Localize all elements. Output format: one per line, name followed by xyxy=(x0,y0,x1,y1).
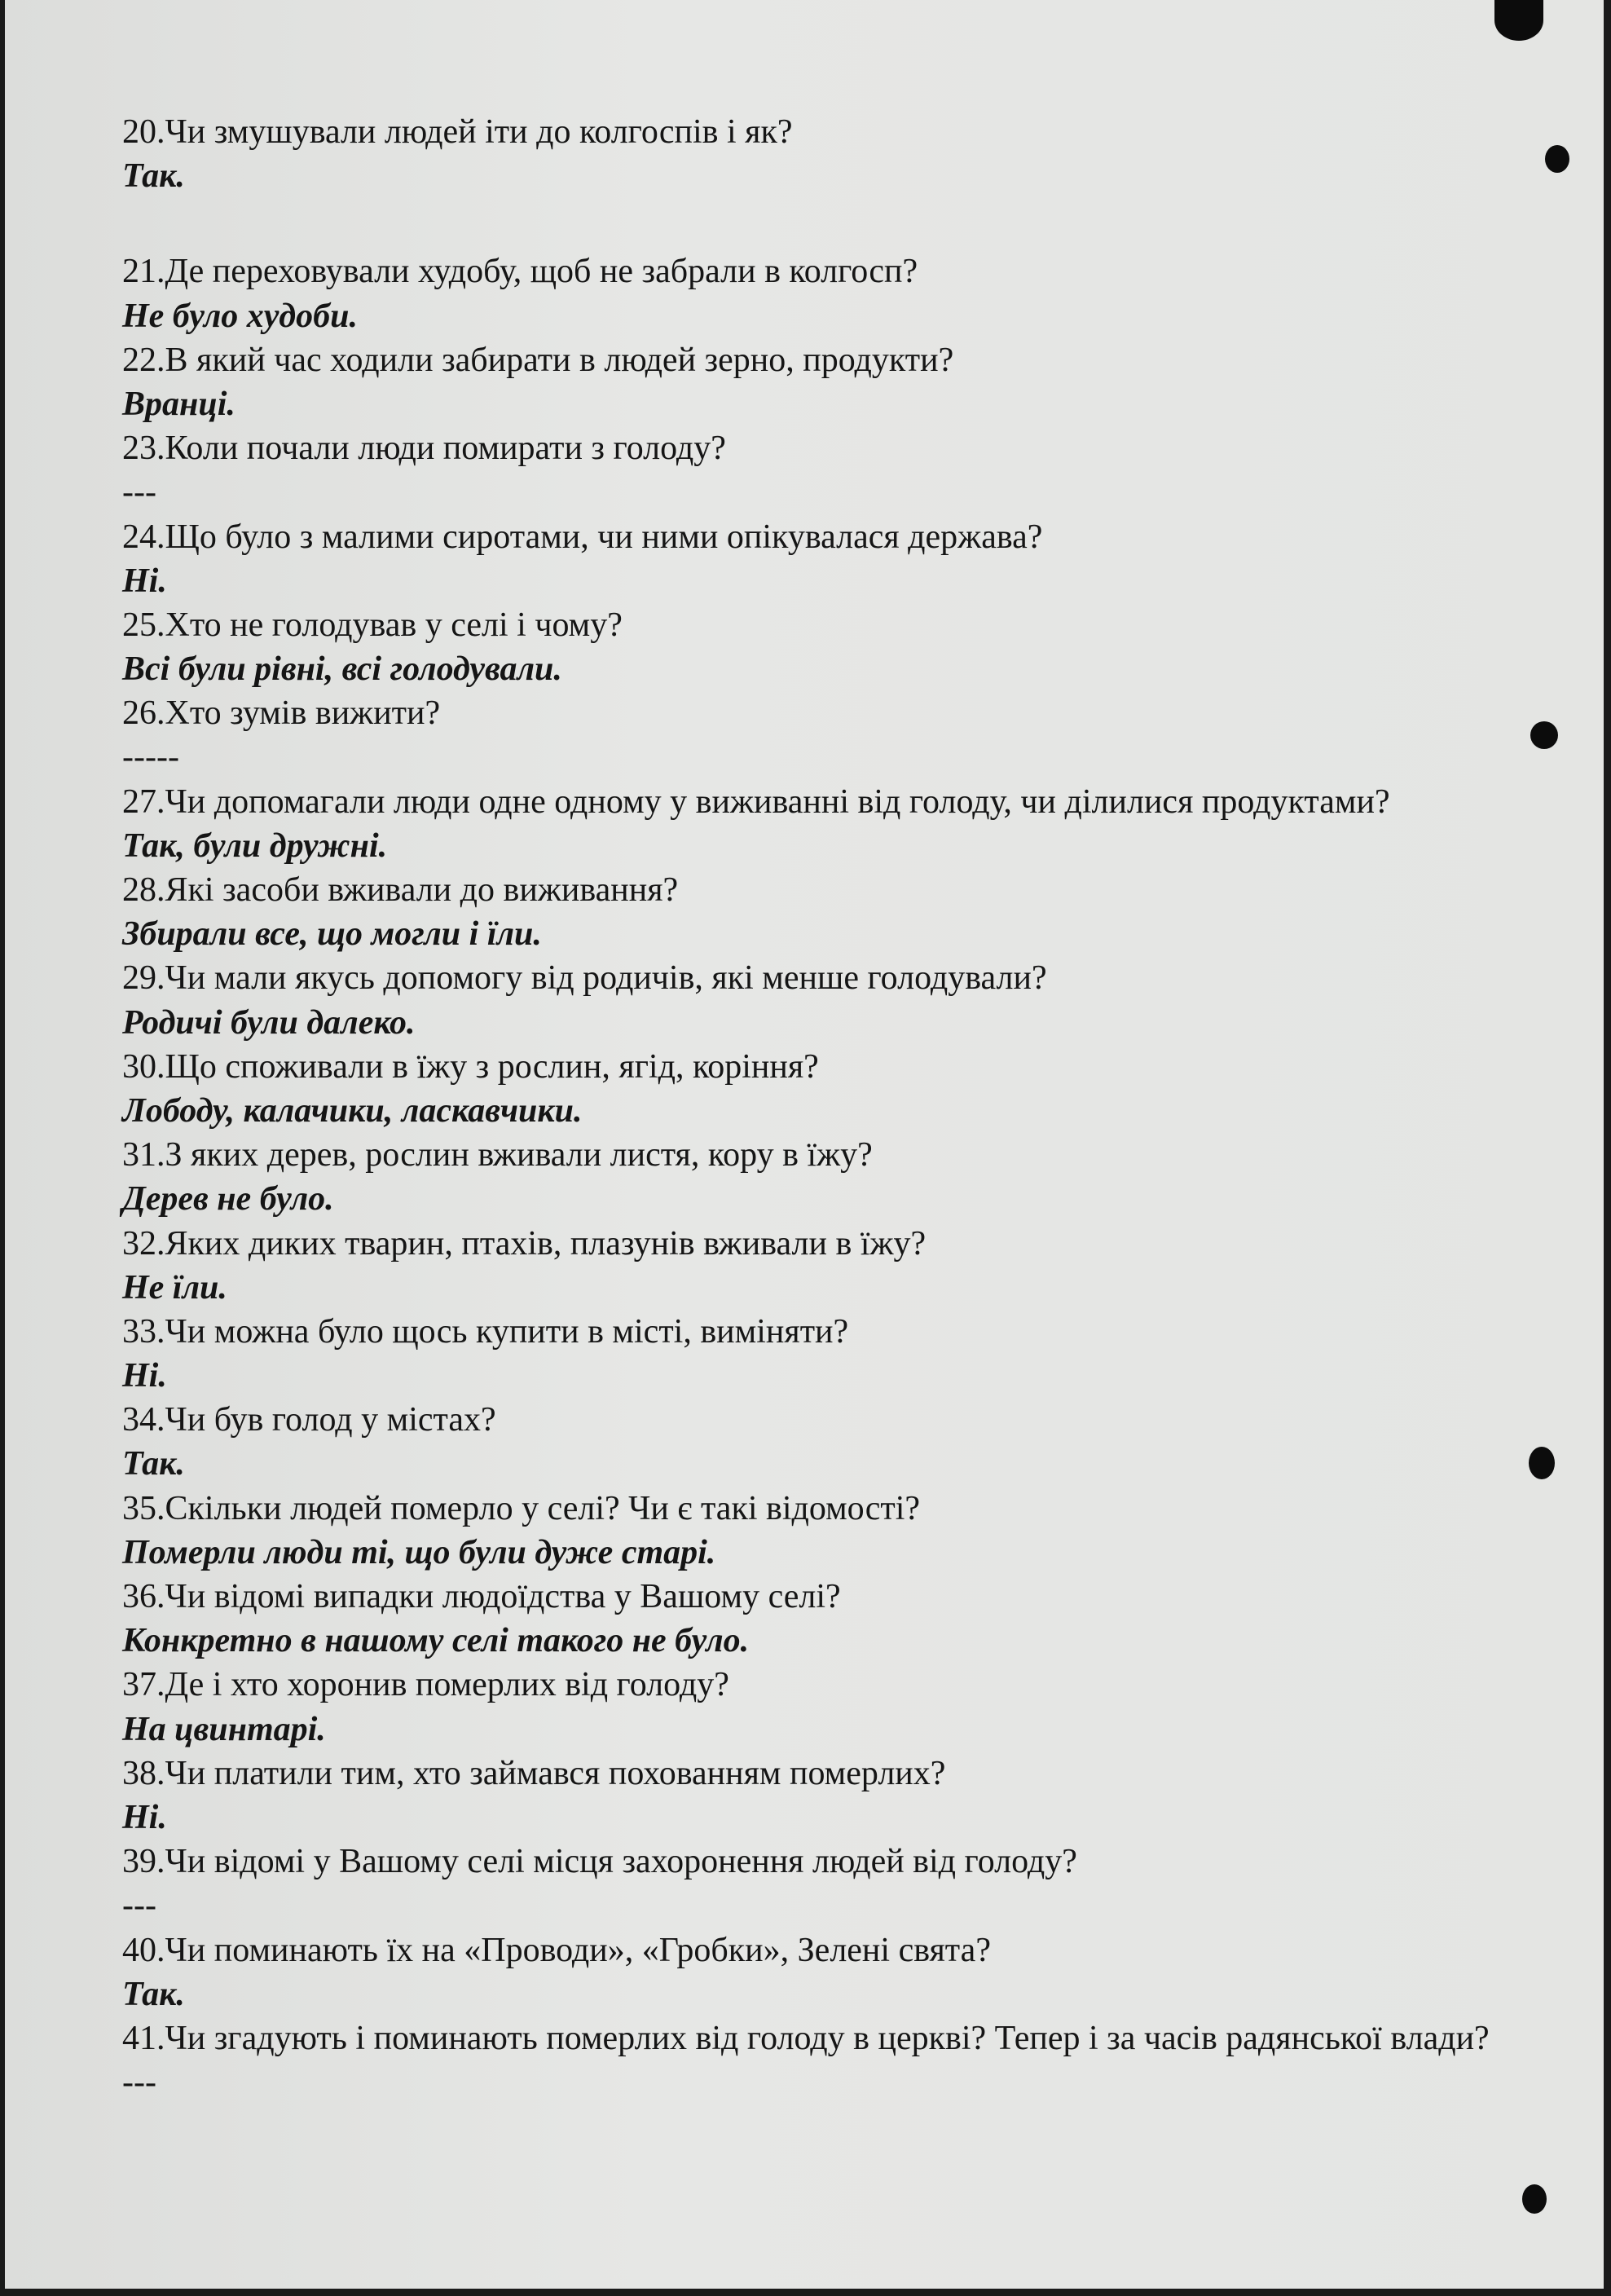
question-37: 37.Де і хто хоронив померлих від голоду? xyxy=(122,1666,729,1704)
answer-23: --- xyxy=(122,474,156,512)
question-34: 34.Чи був голод у містах? xyxy=(122,1401,496,1439)
question-40: 40.Чи поминають їх на «Проводи», «Гробки», Зелені свята? xyxy=(122,1931,991,1969)
question-33: 33.Чи можна було щось купити в місті, виміняти? xyxy=(122,1312,849,1351)
answer-20: Так. xyxy=(122,157,185,196)
question-24: 24.Що було з малими сиротами, чи ними опікувалася держава? xyxy=(122,518,1043,556)
blank-line xyxy=(122,198,1535,249)
answer-30: Лободу, калачики, ласкавчики. xyxy=(122,1091,583,1130)
punch-hole-mark xyxy=(1545,145,1569,173)
punch-hole-mark xyxy=(1522,2184,1547,2214)
answer-27: Так, були дружні. xyxy=(122,826,388,865)
question-41: 41.Чи згадують і поминають померлих від голоду в церкві? Тепер і за часів радянської влади? xyxy=(122,2019,1490,2057)
question-20: 20.Чи змушували людей іти до колгоспів і як? xyxy=(122,113,793,151)
answer-41: --- xyxy=(122,2064,156,2102)
answer-39: --- xyxy=(122,1887,156,1925)
answer-25: Всі були рівні, всі голодували. xyxy=(122,650,562,689)
answer-24: Ні. xyxy=(122,562,167,600)
answer-28: Збирали все, що могли і їли. xyxy=(122,915,542,954)
question-35: 35.Скільки людей померло у селі? Чи є такі відомості? xyxy=(122,1489,921,1527)
answer-38: Ні. xyxy=(122,1798,167,1836)
document-page xyxy=(5,0,1604,2289)
question-30: 30.Що споживали в їжу з рослин, ягід, коріння? xyxy=(122,1047,819,1086)
answer-33: Ні. xyxy=(122,1357,167,1395)
question-32: 32.Яких диких тварин, птахів, плазунів вживали в їжу? xyxy=(122,1224,927,1263)
questionnaire-text xyxy=(122,110,1535,2104)
answer-34: Так. xyxy=(122,1445,185,1483)
question-27: 27.Чи допомагали люди одне одному у виживанні від голоду, чи ділилися продуктами? xyxy=(122,782,1390,821)
answer-32: Не їли. xyxy=(122,1268,227,1307)
question-38: 38.Чи платили тим, хто займався похованням померлих? xyxy=(122,1754,946,1792)
answer-36: Конкретно в нашому селі такого не було. xyxy=(122,1622,750,1660)
question-29: 29.Чи мали якусь допомогу від родичів, які менше голодували? xyxy=(122,959,1047,998)
punch-hole-mark xyxy=(1529,1447,1555,1479)
answer-26: ----- xyxy=(122,738,179,777)
question-28: 28.Які засоби вживали до виживання? xyxy=(122,871,679,910)
question-39: 39.Чи відомі у Вашому селі місця захоронення людей від голоду? xyxy=(122,1843,1077,1881)
question-23: 23.Коли почали люди помирати з голоду? xyxy=(122,430,726,468)
answer-35: Померли люди ті, що були дуже старі. xyxy=(122,1533,716,1571)
answer-37: На цвинтарі. xyxy=(122,1710,326,1748)
question-21: 21.Де переховували худобу, щоб не забрали в колгосп? xyxy=(122,253,918,291)
answer-29: Родичі були далеко. xyxy=(122,1003,416,1042)
punch-hole-mark xyxy=(1494,0,1543,41)
answer-21: Не було худоби. xyxy=(122,297,358,335)
question-25: 25.Хто не голодував у селі і чому? xyxy=(122,606,623,644)
answer-40: Так. xyxy=(122,1975,185,2013)
answer-22: Вранці. xyxy=(122,385,235,423)
question-31: 31.З яких дерев, рослин вживали листя, кору в їжу? xyxy=(122,1136,873,1174)
answer-31: Дерев не було. xyxy=(122,1180,334,1219)
punch-hole-mark xyxy=(1530,721,1558,749)
question-26: 26.Хто зумів вижити? xyxy=(122,694,441,733)
question-36: 36.Чи відомі випадки людоїдства у Вашому селі? xyxy=(122,1578,841,1616)
question-22: 22.В який час ходили забирати в людей зерно, продукти? xyxy=(122,341,954,379)
